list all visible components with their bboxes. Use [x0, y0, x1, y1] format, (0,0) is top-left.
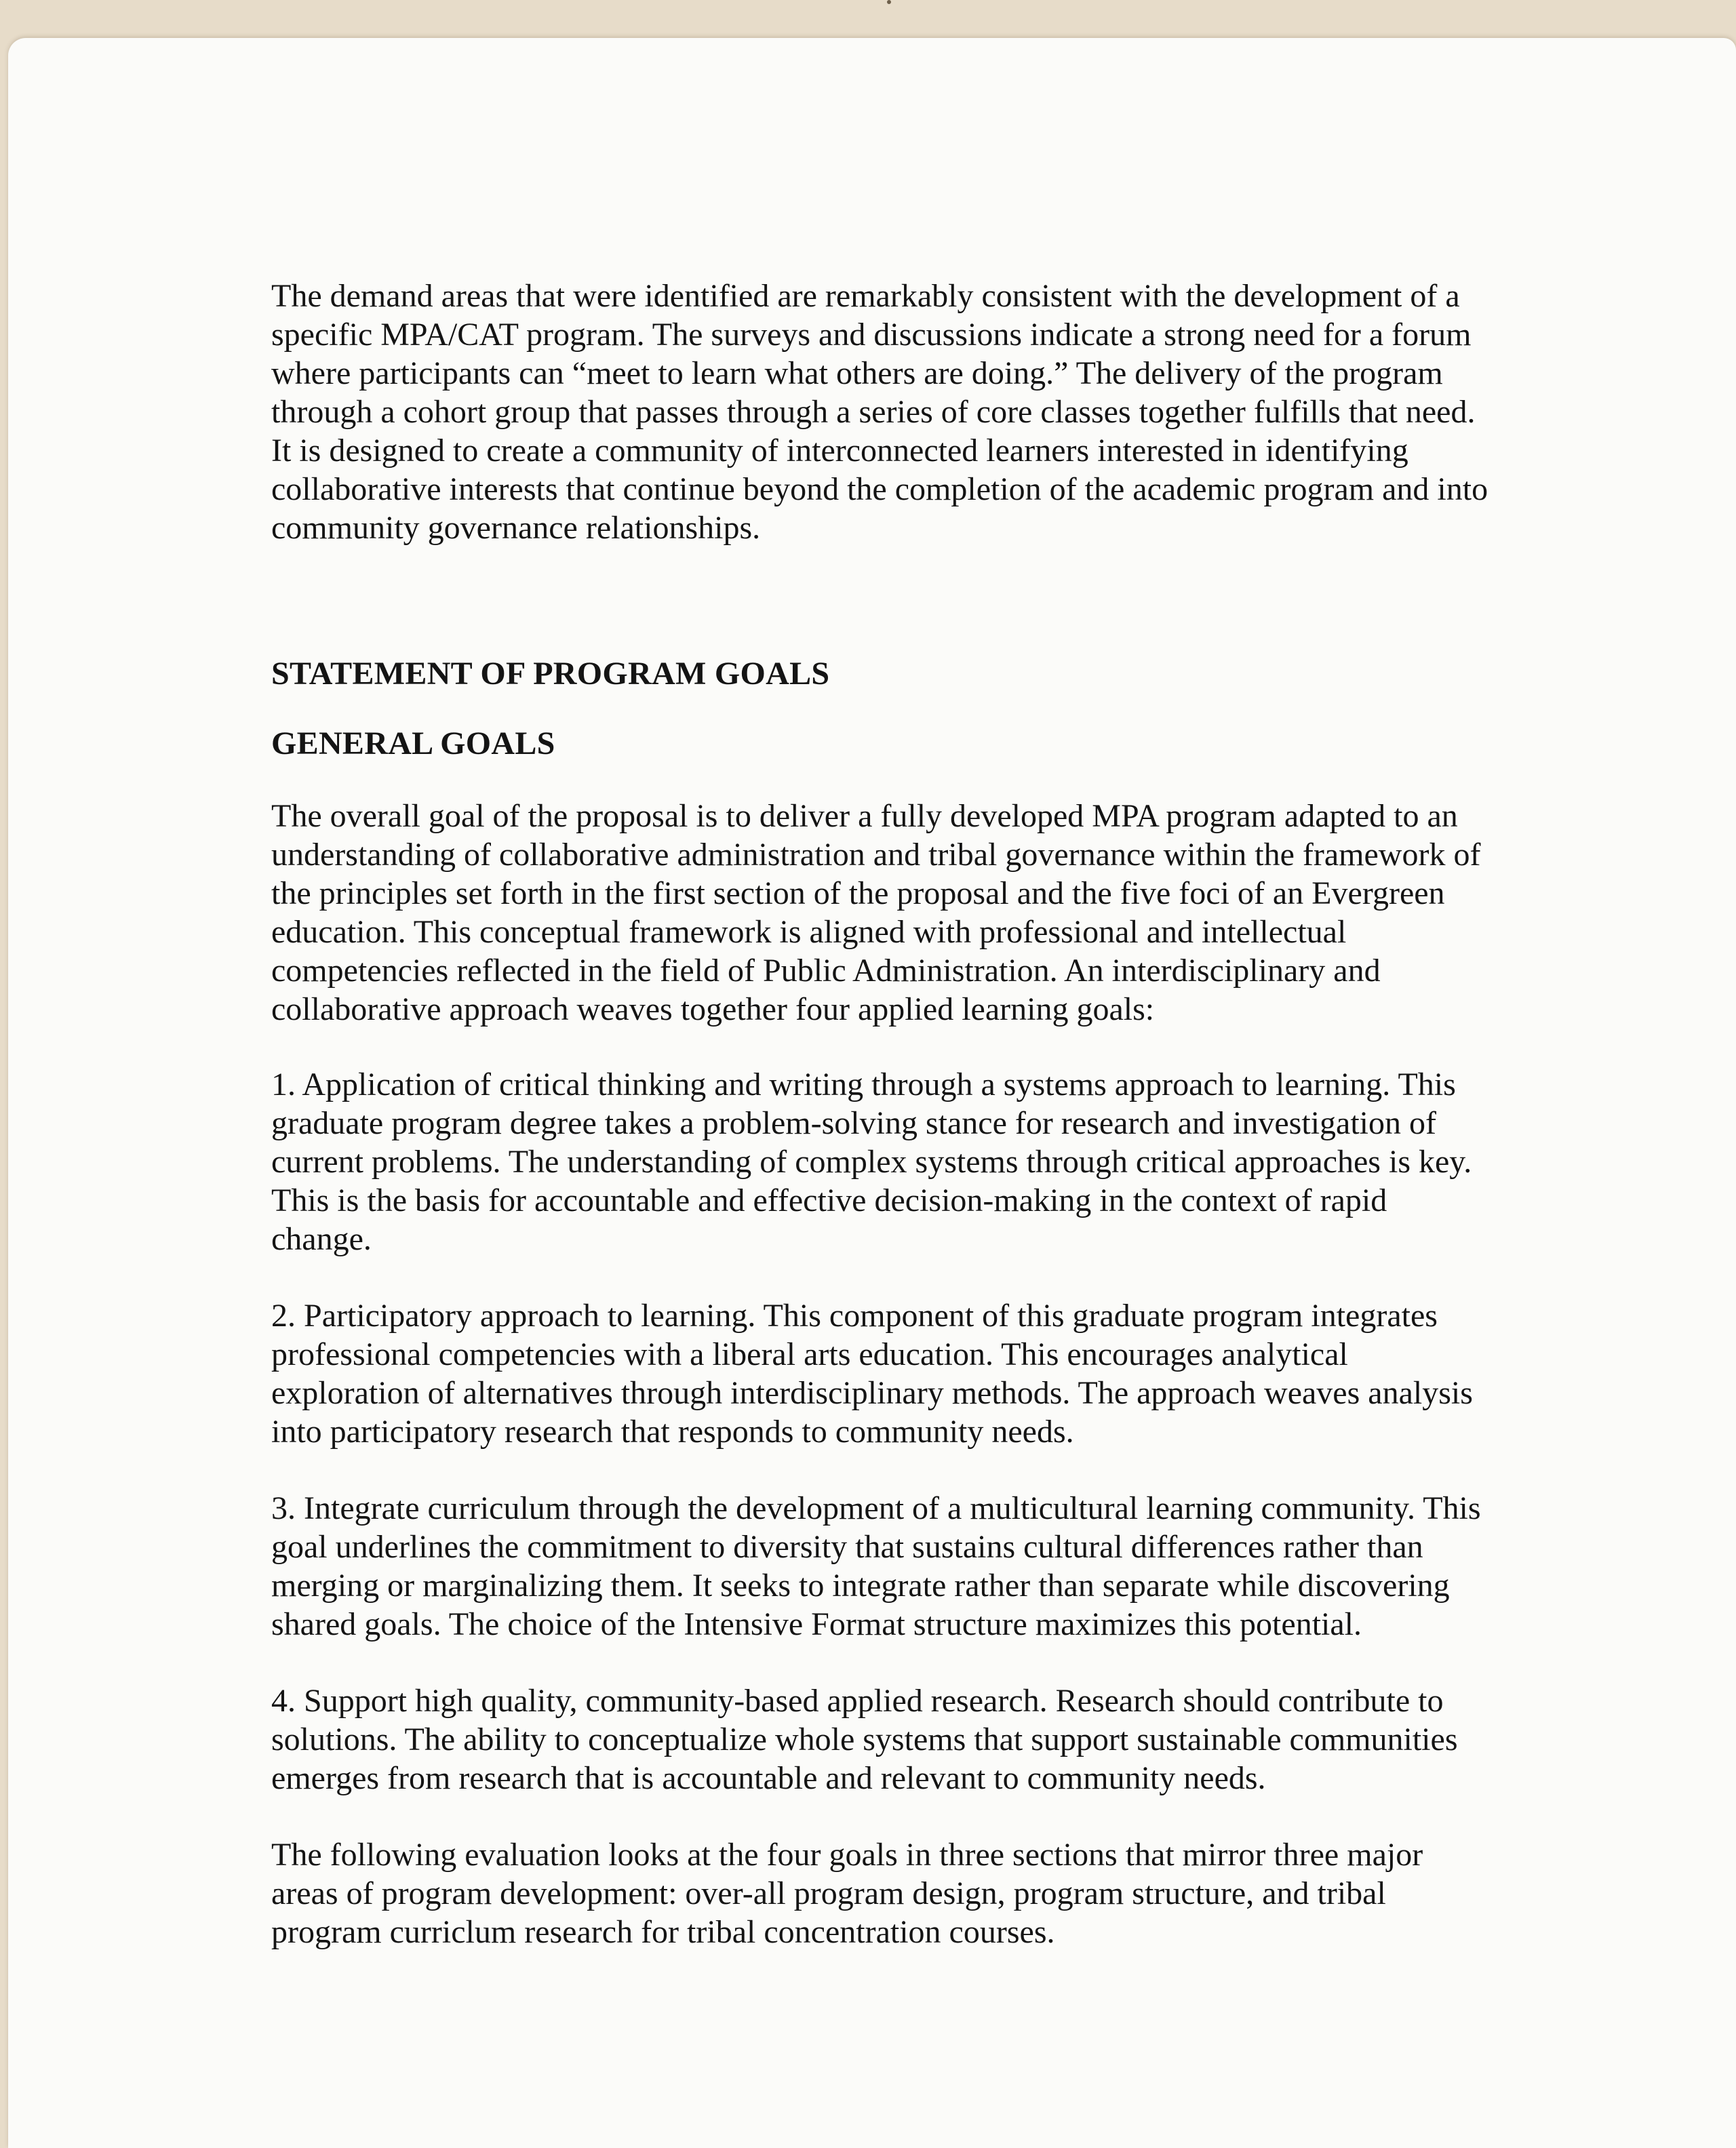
goal-item-3: 3. Integrate curriculum through the development of a multicultural learning community. This goal underlines the commitment to diversity that sustains cultural differences rather than merging or marginalizing them. It seeks to integrate rather than separate while discovering shared goals. The choice of the Intensive Format structure maximizes this potential.: [271, 1490, 1481, 1642]
document-page: [8, 38, 1736, 2148]
overall-goal-paragraph: The overall goal of the proposal is to deliver a fully developed MPA program adapted to an understanding of collaborative administration and tribal governance within the framework of the principles set forth in the first section of the proposal and the five foci of an Evergreen education. This conceptual framework is aligned with professional and intellectual competencies reflected in the field of Public Administration. An interdisciplinary and collaborative approach weaves together four applied learning goals:: [271, 798, 1481, 1027]
scan-speck: [887, 0, 891, 4]
closing-paragraph: The following evaluation looks at the four goals in three sections that mirror three major areas of program development: over-all program design, program structure, and tribal program curriclum research for tribal concentration courses.: [271, 1837, 1423, 1950]
heading-statement-of-program-goals: STATEMENT OF PROGRAM GOALS: [271, 656, 830, 692]
heading-general-goals: GENERAL GOALS: [271, 725, 555, 761]
goal-item-1: 1. Application of critical thinking and writing through a systems approach to learning. This graduate program degree takes a problem-solving stance for research and investigation of current problems. The understanding of complex systems through critical approaches is key. This is the basis for accountable and effective decision-making in the context of rapid change.: [271, 1067, 1472, 1257]
document-body: [271, 277, 1492, 1951]
goal-item-2: 2. Participatory approach to learning. This component of this graduate program integrates professional competencies with a liberal arts education. This encourages analytical exploration of alternatives through interdisciplinary methods. The approach weaves analysis into participatory research that responds to community needs.: [271, 1298, 1473, 1450]
goal-item-4: 4. Support high quality, community-based applied research. Research should contribute to solutions. The ability to conceptualize whole systems that support sustainable communities emerges from research that is accountable and relevant to community needs.: [271, 1683, 1458, 1796]
intro-paragraph: The demand areas that were identified are remarkably consistent with the development of a specific MPA/CAT program. The surveys and discussions indicate a strong need for a forum where participants can “meet to learn what others are doing.” The delivery of the program through a cohort group that passes through a series of core classes together fulfills that need. It is designed to create a community of interconnected learners interested in identifying collaborative interests that continue beyond the completion of the academic program and into community governance relationships.: [271, 278, 1488, 546]
